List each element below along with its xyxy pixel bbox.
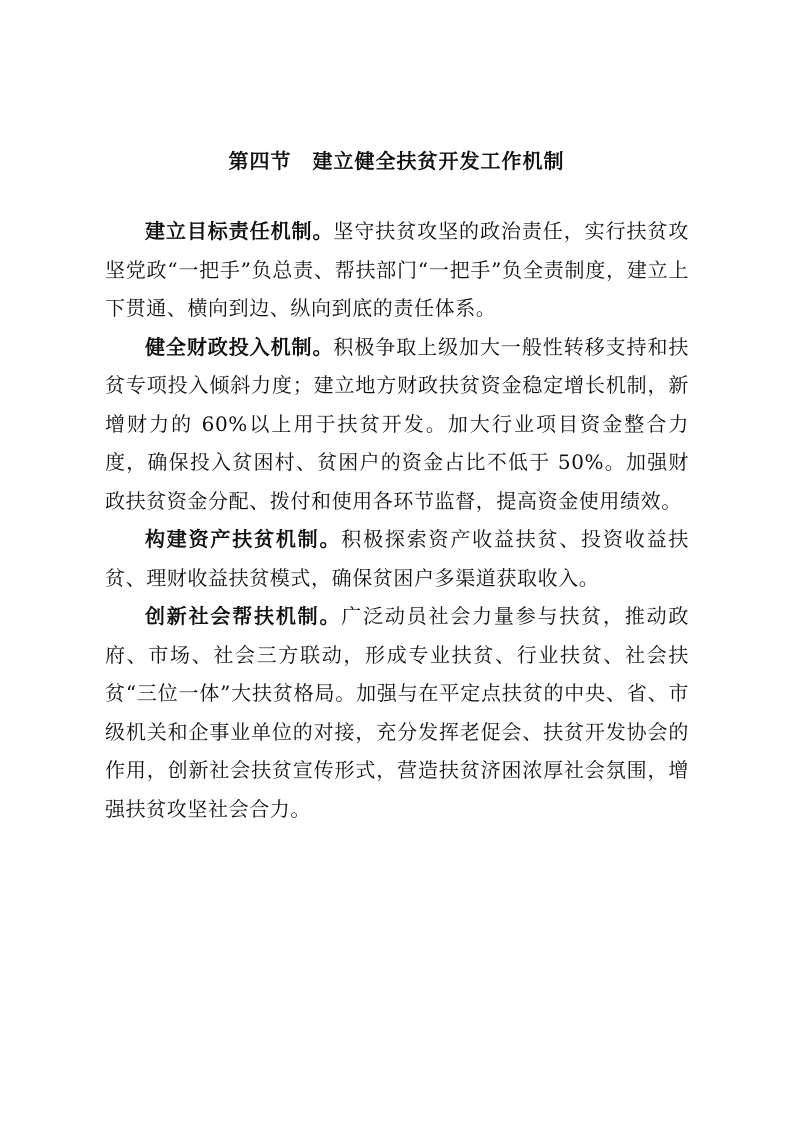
paragraph-text: 坚守扶贫攻坚的政治责任，实行扶贫攻坚党政“一把手”负总责、帮扶部门“一把手”负全责制度，建立上下贯通、横向到边、纵向到底的责任体系。: [105, 219, 689, 320]
paragraph-lead: 建立目标责任机制。: [145, 219, 334, 243]
paragraph-text: 广泛动员社会力量参与扶贫，推动政府、市场、社会三方联动，形成专业扶贫、行业扶贫、社会扶贫“三位一体”大扶贫格局。加强与在平定点扶贫的中央、省、市级机关和企事业单位的对接，充分发挥老促会、扶贫开发协会的作用，创新社会扶贫宣传形式，营造扶贫济困浓厚社会氛围，增强扶贫攻坚社会合力。: [105, 604, 689, 821]
paragraph-fiscal-investment: [105, 328, 689, 521]
paragraph-text: 积极探索资产收益扶贫、投资收益扶贫、理财收益扶贫模式，确保贫困户多渠道获取收入。: [105, 527, 689, 590]
paragraph-target-responsibility: [105, 212, 689, 328]
section-title: 第四节 建立健全扶贫开发工作机制: [228, 149, 565, 173]
paragraph-lead: 健全财政投入机制。: [145, 334, 334, 359]
paragraph-text: 积极争取上级加大一般性转移支持和扶贫专项投入倾斜力度；建立地方财政扶贫资金稳定增长机制，新增财力的 60%以上用于扶贫开发。加大行业项目资金整合力度，确保投入贫困村、贫困户的资金占比不低于 50%。加强财政扶贫资金分配、拨付和使用各环节监督，提高资金使用绩效。: [105, 334, 689, 513]
paragraph-lead: 构建资产扶贫机制。: [145, 527, 342, 551]
paragraph-social-assistance: [105, 597, 689, 828]
paragraph-lead: 创新社会帮扶机制。: [145, 604, 342, 628]
paragraph-asset-poverty-relief: [105, 520, 689, 597]
document-body: [105, 212, 689, 828]
